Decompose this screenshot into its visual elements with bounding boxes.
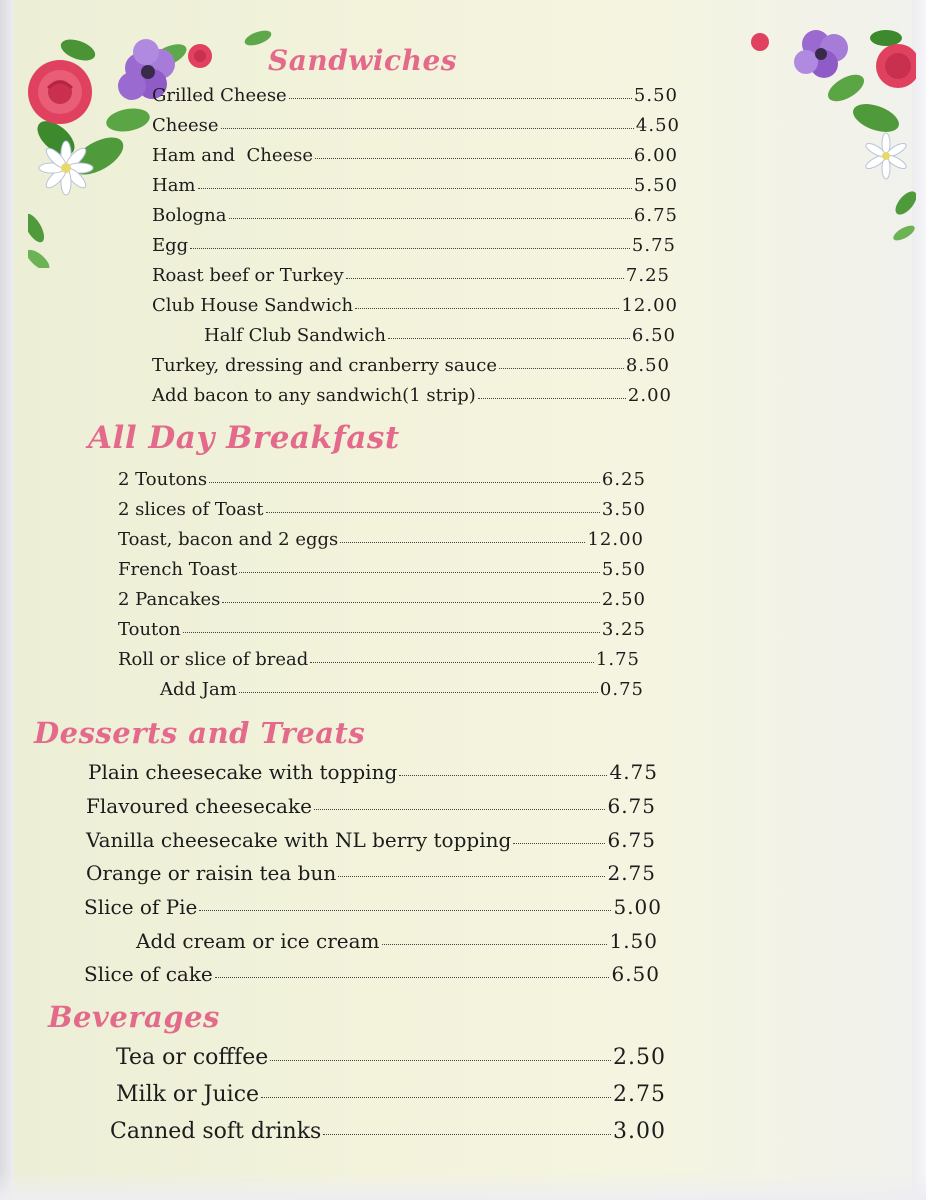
item-name: Grilled Cheese [152,85,287,107]
item-price: 6.25 [601,469,646,491]
leader-dots [382,926,608,945]
item-name: Flavoured cheesecake [86,794,312,818]
leader-dots [388,321,630,338]
item-name: Add bacon to any sandwich(1 strip) [152,385,476,407]
leader-dots [239,555,600,572]
item-price: 2.50 [601,589,646,611]
menu-item [110,1117,666,1144]
menu-item [86,828,656,852]
item-price: 6.75 [633,205,678,227]
item-price: 6.50 [611,962,660,986]
item-price: 2.50 [613,1044,666,1070]
item-price: 6.50 [631,325,676,347]
section-title-beverages: Beverages [48,1000,220,1034]
violet-flower-icon [794,30,848,78]
item-price: 1.75 [595,649,640,671]
item-price: 5.50 [601,559,646,581]
item-price: 6.75 [607,828,656,852]
item-name: Cheese [152,115,219,137]
menu-item [118,648,640,670]
item-price: 5.50 [633,175,678,197]
leader-dots [310,645,594,662]
item-name: Plain cheesecake with topping [88,760,398,784]
leader-dots [478,381,626,398]
leader-dots [198,171,632,188]
menu-item [118,588,646,610]
leader-dots [338,858,605,877]
item-name: Egg [152,235,189,257]
leader-dots [261,1077,611,1098]
item-name: Slice of Pie [84,895,198,919]
leader-dots [346,261,624,278]
menu-item [118,558,646,580]
item-name: Tea or cofffee [116,1044,269,1070]
menu-item [152,144,678,166]
menu-item [88,760,658,784]
menu-item [118,498,646,520]
item-name: Slice of cake [84,962,213,986]
item-name: Bologna [152,205,227,227]
item-name: Add cream or ice cream [136,929,380,953]
item-price: 3.25 [601,619,646,641]
item-price: 12.00 [621,295,678,317]
menu-item [84,962,660,986]
item-price: 2.75 [613,1081,666,1107]
item-name: 2 Pancakes [118,589,221,611]
section-title-sandwiches: Sandwiches [268,44,458,77]
menu-item [118,528,644,550]
item-price: 3.50 [601,499,646,521]
leader-dots [315,141,632,158]
page-bottom-edge [0,1172,926,1200]
menu-item [86,861,656,885]
item-name: Orange or raisin tea bun [86,861,337,885]
leader-dots [190,231,630,248]
item-price: 5.50 [633,85,678,107]
menu-item [152,174,678,196]
item-name: Milk or Juice [116,1081,260,1107]
menu-item [118,468,646,490]
leader-dots [314,791,606,810]
leader-dots [499,351,624,368]
leader-dots [215,959,610,978]
item-name: 2 Toutons [118,469,208,491]
item-name: Roast beef or Turkey [152,265,344,287]
menu-item [152,384,672,406]
leader-dots [239,675,598,692]
leader-dots [199,892,611,911]
item-name: Turkey, dressing and cranberry sauce [152,355,497,377]
menu-item [136,929,658,953]
menu-item [86,794,656,818]
item-name: Club House Sandwich [152,295,354,317]
item-price: 5.00 [613,895,662,919]
item-price: 6.00 [633,145,678,167]
leader-dots [399,757,607,776]
item-price: 8.50 [625,355,670,377]
item-price: 0.75 [599,679,644,701]
menu-item [152,114,680,136]
item-name: Half Club Sandwich [204,325,386,347]
item-name: French Toast [118,559,238,581]
item-price: 4.50 [635,115,680,137]
leader-dots [270,1040,611,1061]
leader-dots [340,525,585,542]
leader-dots [355,291,619,308]
item-price: 12.00 [587,529,644,551]
item-price: 7.25 [625,265,670,287]
floral-corner-right [736,28,916,248]
item-price: 2.75 [607,861,656,885]
rose-icon [188,44,212,68]
leader-dots [183,615,600,632]
menu-item [84,895,662,919]
item-price: 4.75 [609,760,658,784]
leader-dots [229,201,632,218]
leader-dots [221,111,634,128]
menu-item [116,1080,666,1107]
item-name: Toast, bacon and 2 eggs [118,529,339,551]
leader-dots [289,81,632,98]
menu-item [152,354,670,376]
item-price: 3.00 [613,1118,666,1144]
item-name: Touton [118,619,181,641]
item-name: Ham and Cheese [152,145,314,167]
item-name: Roll or slice of bread [118,649,309,671]
menu-item [152,294,678,316]
daisy-icon [864,133,908,179]
section-title-desserts: Desserts and Treats [34,716,366,750]
menu-item [118,618,646,640]
rose-icon [28,60,92,124]
item-price: 6.75 [607,794,656,818]
item-price: 5.75 [631,235,676,257]
menu-item [152,84,678,106]
daisy-icon [39,141,93,195]
item-name: Canned soft drinks [110,1118,322,1144]
leader-dots [513,825,605,844]
section-title-breakfast: All Day Breakfast [88,420,400,456]
item-price: 2.00 [627,385,672,407]
leader-dots [209,465,600,482]
leader-dots [222,585,600,602]
leader-dots [323,1114,611,1135]
item-name: Ham [152,175,196,197]
menu-item [204,324,676,346]
menu-item [152,264,670,286]
item-name: Vanilla cheesecake with NL berry topping [86,828,512,852]
item-name: Add Jam [160,679,237,701]
menu-item [152,204,678,226]
leader-dots [266,495,600,512]
item-price: 1.50 [609,929,658,953]
item-name: 2 slices of Toast [118,499,264,521]
menu-item [160,678,644,700]
menu-item [116,1043,666,1070]
page-edge [0,0,14,1200]
menu-item [152,234,676,256]
